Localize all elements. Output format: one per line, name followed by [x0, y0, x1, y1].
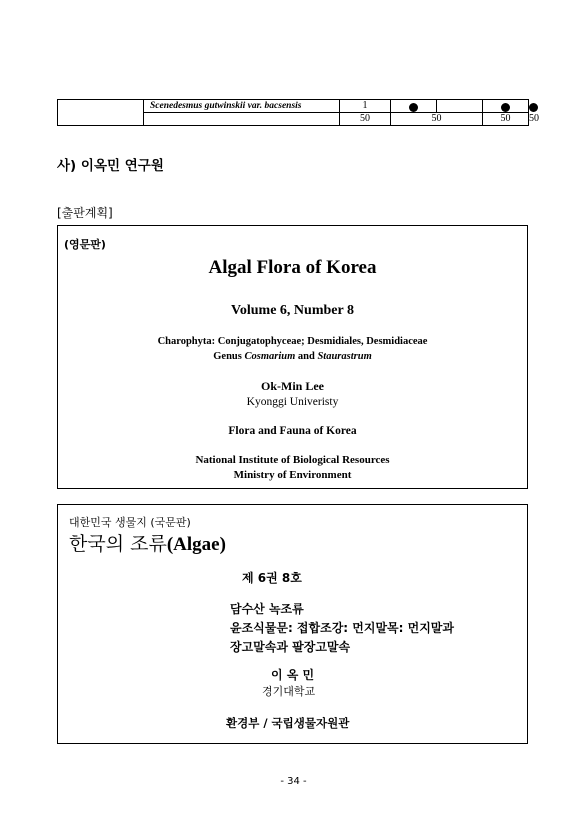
table-row: [58, 100, 529, 113]
subtitle-line-3: 장고말속과 팔장고말속: [230, 640, 351, 654]
genus-and: and: [297, 351, 315, 362]
book-title-korean: 한국의 조류: [69, 533, 167, 555]
series-name: Flora and Fauna of Korea: [228, 425, 357, 437]
genus-cosmarium: Cosmarium: [244, 351, 296, 362]
author-affiliation: Kyonggi Univeristy: [246, 396, 339, 408]
table-cell: 1: [340, 100, 391, 113]
table-row: 50 50 50 50: [58, 113, 529, 126]
subtitle-line-1: 담수산 녹조류: [230, 602, 304, 616]
genus-prefix: Genus: [213, 351, 242, 362]
table-cell: [391, 100, 437, 113]
author-name: Ok-Min Lee: [261, 379, 324, 393]
genus-line: [58, 351, 527, 362]
author-name: 이 옥 민: [271, 668, 315, 682]
taxa-line: Charophyta: Conjugatophyceae; Desmidiales, Desmidiaceae: [157, 336, 428, 347]
book-title: [69, 529, 226, 556]
korean-edition-box: [57, 504, 528, 744]
species-table: [57, 99, 539, 126]
table-cell: 50: [340, 113, 391, 126]
volume-number: Volume 6, Number 8: [231, 303, 354, 318]
publisher-line-1: National Institute of Biological Resources: [195, 454, 390, 466]
filled-circle-icon: [501, 103, 510, 112]
table-cell: [437, 100, 483, 113]
edition-label: (영문판): [64, 238, 106, 251]
table-cell-empty: [58, 100, 144, 126]
species-name: Scenedesmus gutwinskii var. bacsensis: [144, 100, 340, 113]
edition-label: 대한민국 생물지 (국문판): [69, 516, 191, 529]
section-heading: 사) 이옥민 연구원: [57, 158, 164, 174]
table-cell: [483, 100, 529, 113]
english-edition-box: [57, 225, 528, 489]
table-cell: 50: [483, 113, 529, 126]
page-number: - 34 -: [280, 776, 307, 787]
genus-staurastrum: Staurastrum: [317, 351, 372, 362]
subtitle-line-2: 윤조식물문: 접합조강: 먼지말목: 먼지말과: [230, 621, 454, 635]
volume-number: 제 6권 8호: [242, 571, 302, 585]
publication-plan-label: [출판계획]: [57, 206, 113, 220]
table-cell-empty: [144, 113, 340, 126]
author-affiliation: 경기대학교: [262, 685, 316, 698]
table-cell: 50: [391, 113, 483, 126]
publisher-line-2: Ministry of Environment: [233, 469, 352, 481]
book-title: Algal Flora of Korea: [208, 257, 377, 278]
publisher-line: 환경부 / 국립생물자원관: [226, 716, 350, 730]
book-title-english: (Algae): [166, 534, 226, 555]
filled-circle-icon: [529, 103, 538, 112]
filled-circle-icon: [409, 103, 418, 112]
